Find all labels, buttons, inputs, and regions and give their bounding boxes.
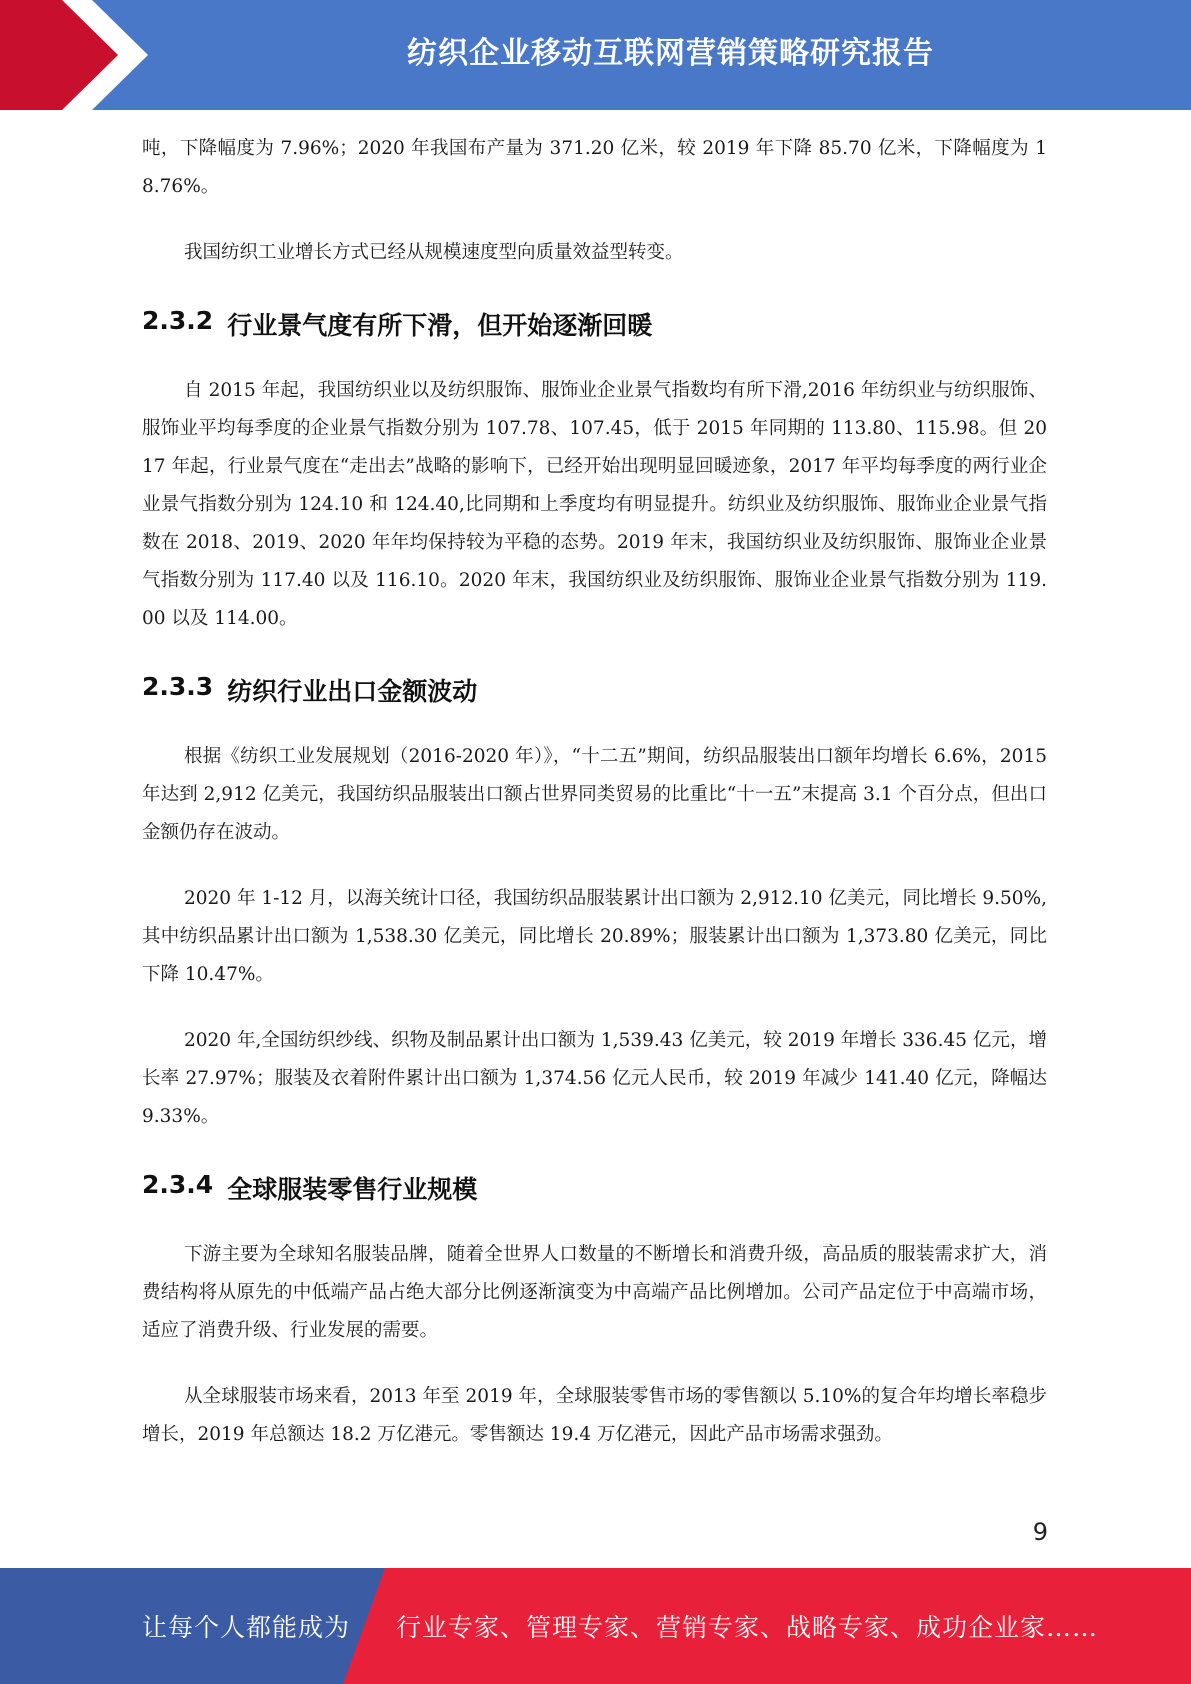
section-heading-2-3-2: [142, 306, 1047, 342]
paragraph-continuation: 吨，下降幅度为 7.96%；2020 年我国布产量为 371.20 亿米，较 2019 年下降 85.70 亿米，下降幅度为 18.76%。: [142, 138, 1047, 197]
footer-slogan-right: 行业专家、管理专家、营销专家、战略专家、成功企业家……: [396, 1613, 1099, 1642]
page-header: [0, 0, 1191, 110]
paragraph: 根据《纺织工业发展规划（2016-2020 年）》，“十二五”期间，纺织品服装出口额年均增长 6.6%，2015 年达到 2,912 亿美元，我国纺织品服装出口额占世界同类贸易的比重比“十一五”末提高 3.1 个百分点，但出口金额仍存在波动。: [142, 746, 1047, 843]
section-number: 2.3.4: [142, 1170, 214, 1199]
section-number: 2.3.3: [142, 672, 214, 701]
footer-slogan-left: 让每个人都能成为: [142, 1613, 351, 1642]
paragraph: 2020 年 1-12 月，以海关统计口径，我国纺织品服装累计出口额为 2,912.10 亿美元，同比增长 9.50%,其中纺织品累计出口额为 1,538.30 亿美元，同比增长 20.89%；服装累计出口额为 1,373.80 亿美元，同比下降 10.47%。: [142, 888, 1047, 985]
section-heading-2-3-4: [142, 1170, 1047, 1206]
paragraph: 下游主要为全球知名服装品牌，随着全世界人口数量的不断增长和消费升级，高品质的服装需求扩大，消费结构将从原先的中低端产品占绝大部分比例逐渐演变为中高端产品比例增加。公司产品定位于中高端市场，适应了消费升级、行业发展的需要。: [142, 1244, 1047, 1341]
report-title: 纺织企业移动互联网营销策略研究报告: [407, 36, 934, 71]
page-number: 9: [1032, 1518, 1048, 1546]
section-title: 全球服装零售行业规模: [227, 1175, 478, 1204]
paragraph: 自 2015 年起，我国纺织业以及纺织服饰、服饰业企业景气指数均有所下滑,2016 年纺织业与纺织服饰、服饰业平均每季度的企业景气指数分别为 107.78、107.45，低于 2015 年同期的 113.80、115.98。但 2017 年起，行业景气度在“走出去”战略的影响下，已经开始出现明显回暖迹象，2017 年平均每季度的两行业企业景气指数分别为 124.10 和 124.40,比同期和上季度均有明显提升。纺织业及纺织服饰、服饰业企业景气指数在 2018、2019、2020 年年均保持较为平稳的态势。2019 年末，我国纺织业及纺织服饰、服饰业企业景气指数分别为 117.40 以及 116.10。2020 年末，我国纺织业及纺织服饰、服饰业企业景气指数分别为 119.00 以及 114.00。: [142, 380, 1047, 629]
page-footer: [0, 1568, 1191, 1684]
section-title: 纺织行业出口金额波动: [227, 677, 478, 706]
section-number: 2.3.2: [142, 306, 214, 335]
section-title: 行业景气度有所下滑，但开始逐渐回暖: [227, 311, 653, 340]
paragraph: 从全球服装市场来看，2013 年至 2019 年，全球服装零售市场的零售额以 5.10%的复合年均增长率稳步增长，2019 年总额达 18.2 万亿港元。零售额达 19.4 万亿港元，因此产品市场需求强劲。: [142, 1386, 1047, 1445]
section-heading-2-3-3: [142, 672, 1047, 708]
paragraph: 2020 年,全国纺织纱线、织物及制品累计出口额为 1,539.43 亿美元，较 2019 年增长 336.45 亿元，增长率 27.97%；服装及衣着附件累计出口额为 1,374.56 亿元人民币，较 2019 年减少 141.40 亿元，降幅达 9.33%。: [142, 1030, 1047, 1127]
page-body: [142, 130, 1047, 1482]
paragraph: 我国纺织工业增长方式已经从规模速度型向质量效益型转变。: [184, 242, 684, 263]
